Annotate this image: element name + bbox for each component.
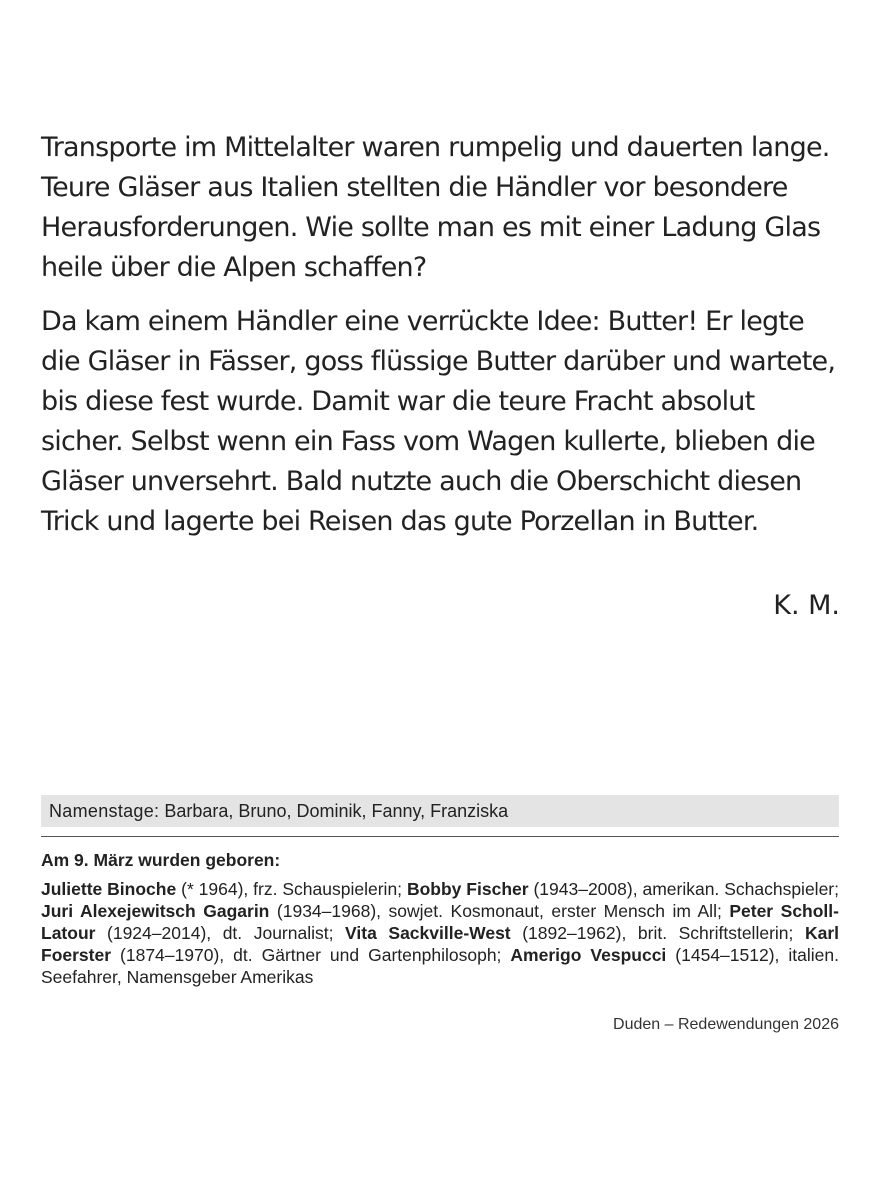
birth-name: Peter Scholl-Latour [41, 901, 839, 943]
birth-info: (1943–2008), amerikan. Schachspieler; [528, 879, 839, 899]
author-initials: K. M. [773, 590, 840, 621]
story-paragraph: Transporte im Mittelalter waren rumpelig und dauerten lange. Teure Gläser aus Italien stellten die Händler vor besondere Herausforderungen. Wie sollte man es mit einer Ladung Glas heile über die Alpen schaffen? [41, 132, 830, 283]
birth-info: (1874–1970), dt. Gärtner und Gartenphilosoph; [111, 945, 511, 965]
namenstage-names: Barbara, Bruno, Dominik, Fanny, Franziska [164, 801, 509, 821]
birth-name: Karl Foerster [41, 923, 839, 965]
births-title: Am 9. März wurden geboren: [41, 850, 281, 870]
namenstage-label: Namenstage: [49, 801, 160, 821]
birth-info: (1924–2014), dt. Journalist; [95, 923, 346, 943]
birth-info: (* 1964), frz. Schauspielerin; [176, 879, 407, 899]
source-credit: Duden – Redewendungen 2026 [613, 1016, 839, 1033]
birth-name: Amerigo Vespucci [510, 945, 667, 965]
namenstage-bar [41, 795, 839, 827]
birth-name: Juliette Binoche [41, 879, 177, 899]
story-text [41, 128, 841, 556]
births-list [41, 878, 839, 988]
story-paragraph: Da kam einem Händler eine verrückte Idee: Butter! Er legte die Gläser in Fässer, goss flüssige Butter darüber und wartete, bis diese fest wurde. Damit war die teure Fracht absolut sicher. Selbst wenn ein Fass vom Wagen kullerte, blieben die Gläser unversehrt. Bald nutzte auch die Oberschicht diesen Trick und lagerte bei Reisen das gute Porzellan in Butter. [41, 306, 836, 537]
birth-info: (1892–1962), brit. Schriftstellerin; [510, 923, 805, 943]
birth-name: Bobby Fischer [406, 879, 529, 899]
birth-info: (1934–1968), sowjet. Kosmonaut, erster Mensch im All; [269, 901, 730, 921]
divider [41, 836, 839, 837]
birth-info: (1454–1512), italien. Seefahrer, Namensgeber Amerikas [41, 945, 839, 987]
birth-name: Juri Alexejewitsch Gagarin [41, 901, 270, 921]
birth-name: Vita Sackville-West [345, 923, 511, 943]
